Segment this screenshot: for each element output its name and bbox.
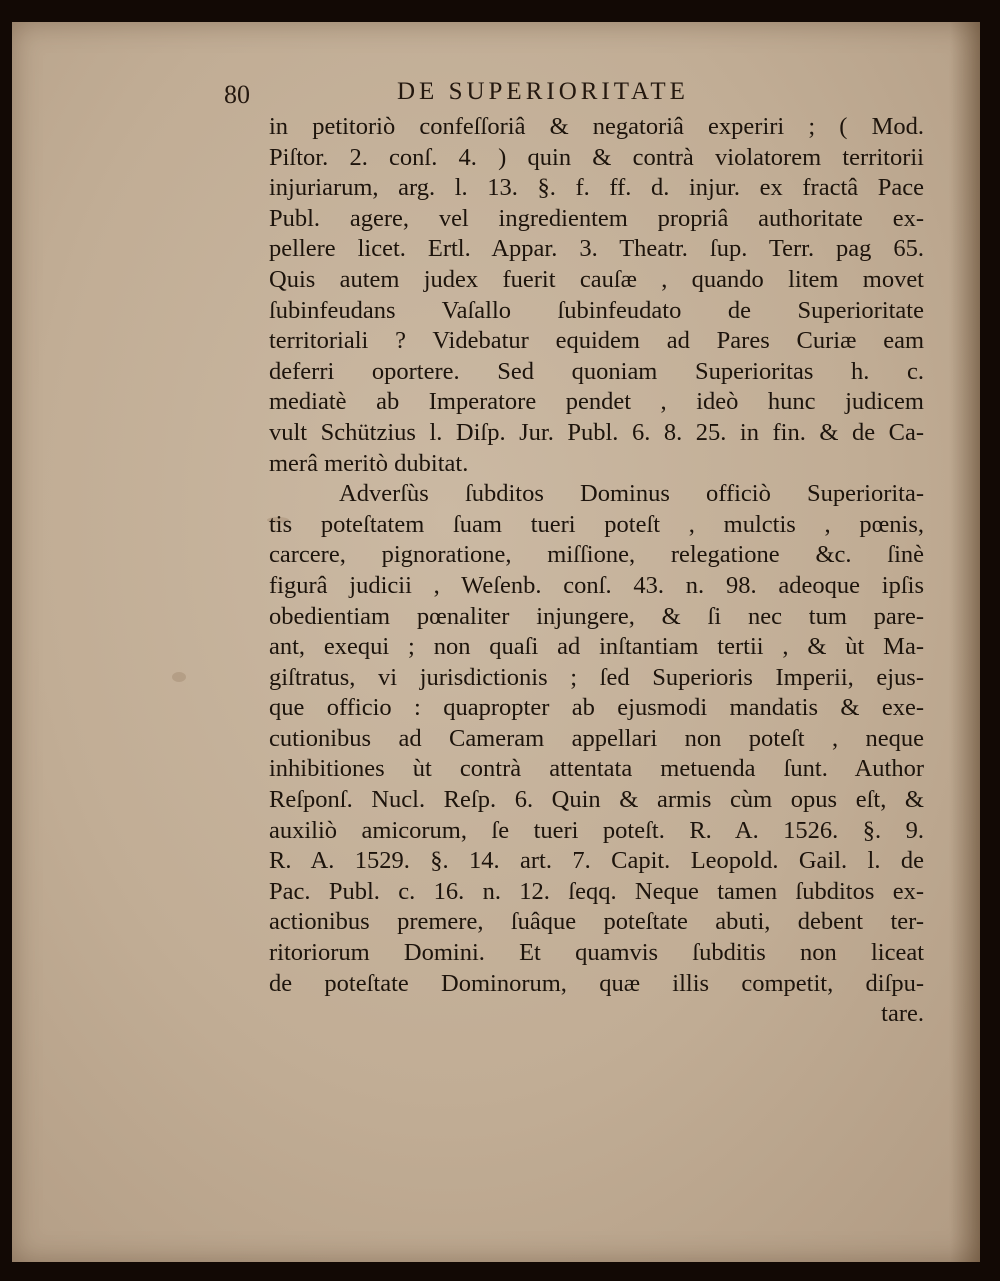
text-line: carcere, pignoratione, miſſione, relegatione &c. ſinè [269, 541, 924, 569]
page-header [12, 74, 980, 114]
text-line: Quis autem judex fuerit cauſæ , quando litem movet [269, 265, 924, 293]
text-line: cutionibus ad Cameram appellari non poteſt , neque [269, 724, 924, 752]
text-line: territoriali ? Videbatur equidem ad Pares Curiæ eam [269, 327, 924, 355]
text-line: inhibitiones ùt contrà attentata metuenda ſunt. Author [269, 755, 924, 783]
body-text [269, 112, 924, 1030]
catchword: tare. [881, 1000, 924, 1028]
text-line: obedientiam pœnaliter injungere, & ſi nec tum pare- [269, 602, 924, 630]
text-line: Pac. Publ. c. 16. n. 12. ſeqq. Neque tamen ſubditos ex- [269, 877, 924, 905]
ink-blot [172, 672, 186, 682]
page-gutter-shadow [950, 22, 980, 1262]
text-line: Reſponſ. Nucl. Reſp. 6. Quin & armis cùm opus eſt, & [269, 786, 924, 814]
text-line: R. A. 1529. §. 14. art. 7. Capit. Leopold. Gail. l. de [269, 847, 924, 875]
book-page [12, 22, 980, 1262]
text-line: mediatè ab Imperatore pendet , ideò hunc judicem [269, 388, 924, 416]
text-line: tis poteſtatem ſuam tueri poteſt , mulctis , pœnis, [269, 510, 924, 538]
text-line: merâ meritò dubitat. [269, 449, 469, 477]
text-line: actionibus premere, ſuâque poteſtate abuti, debent ter- [269, 908, 924, 936]
text-line: de poteſtate Dominorum, quæ illis competit, diſpu- [269, 969, 924, 997]
text-line: Piſtor. 2. conſ. 4. ) quin & contrà violatorem territorii [269, 143, 924, 171]
text-line: injuriarum, arg. l. 13. §. f. ff. d. injur. ex fractâ Pace [269, 174, 924, 202]
text-line: deferri oportere. Sed quoniam Superioritas h. c. [269, 357, 924, 385]
paragraph-first-line: Adverſùs ſubditos Dominus officiò Superiorita- [339, 480, 924, 508]
text-line: que officio : quapropter ab ejusmodi mandatis & exe- [269, 694, 924, 722]
text-line: auxiliò amicorum, ſe tueri poteſt. R. A. 1526. §. 9. [269, 816, 924, 844]
text-line: giſtratus, vi jurisdictionis ; ſed Superioris Imperii, ejus- [269, 663, 924, 691]
text-line: in petitoriò confeſſoriâ & negatoriâ experiri ; ( Mod. [269, 113, 924, 140]
text-line: Publ. agere, vel ingredientem propriâ authoritate ex- [269, 204, 924, 232]
text-line: pellere licet. Ertl. Appar. 3. Theatr. ſup. Terr. pag 65. [269, 235, 924, 263]
text-line: vult Schützius l. Diſp. Jur. Publ. 6. 8. 25. in fin. & de Ca- [269, 418, 924, 446]
page-number: 80 [224, 80, 250, 109]
text-line: ſubinfeudans Vaſallo ſubinfeudato de Superioritate [269, 296, 924, 324]
text-line: ritoriorum Domini. Et quamvis ſubditis non liceat [269, 939, 924, 967]
running-head: DE SUPERIORITATE [397, 78, 689, 105]
text-line: figurâ judicii , Weſenb. conſ. 43. n. 98. adeoque ipſis [269, 571, 924, 599]
text-line: ant, exequi ; non quaſi ad inſtantiam tertii , & ùt Ma- [269, 633, 924, 661]
